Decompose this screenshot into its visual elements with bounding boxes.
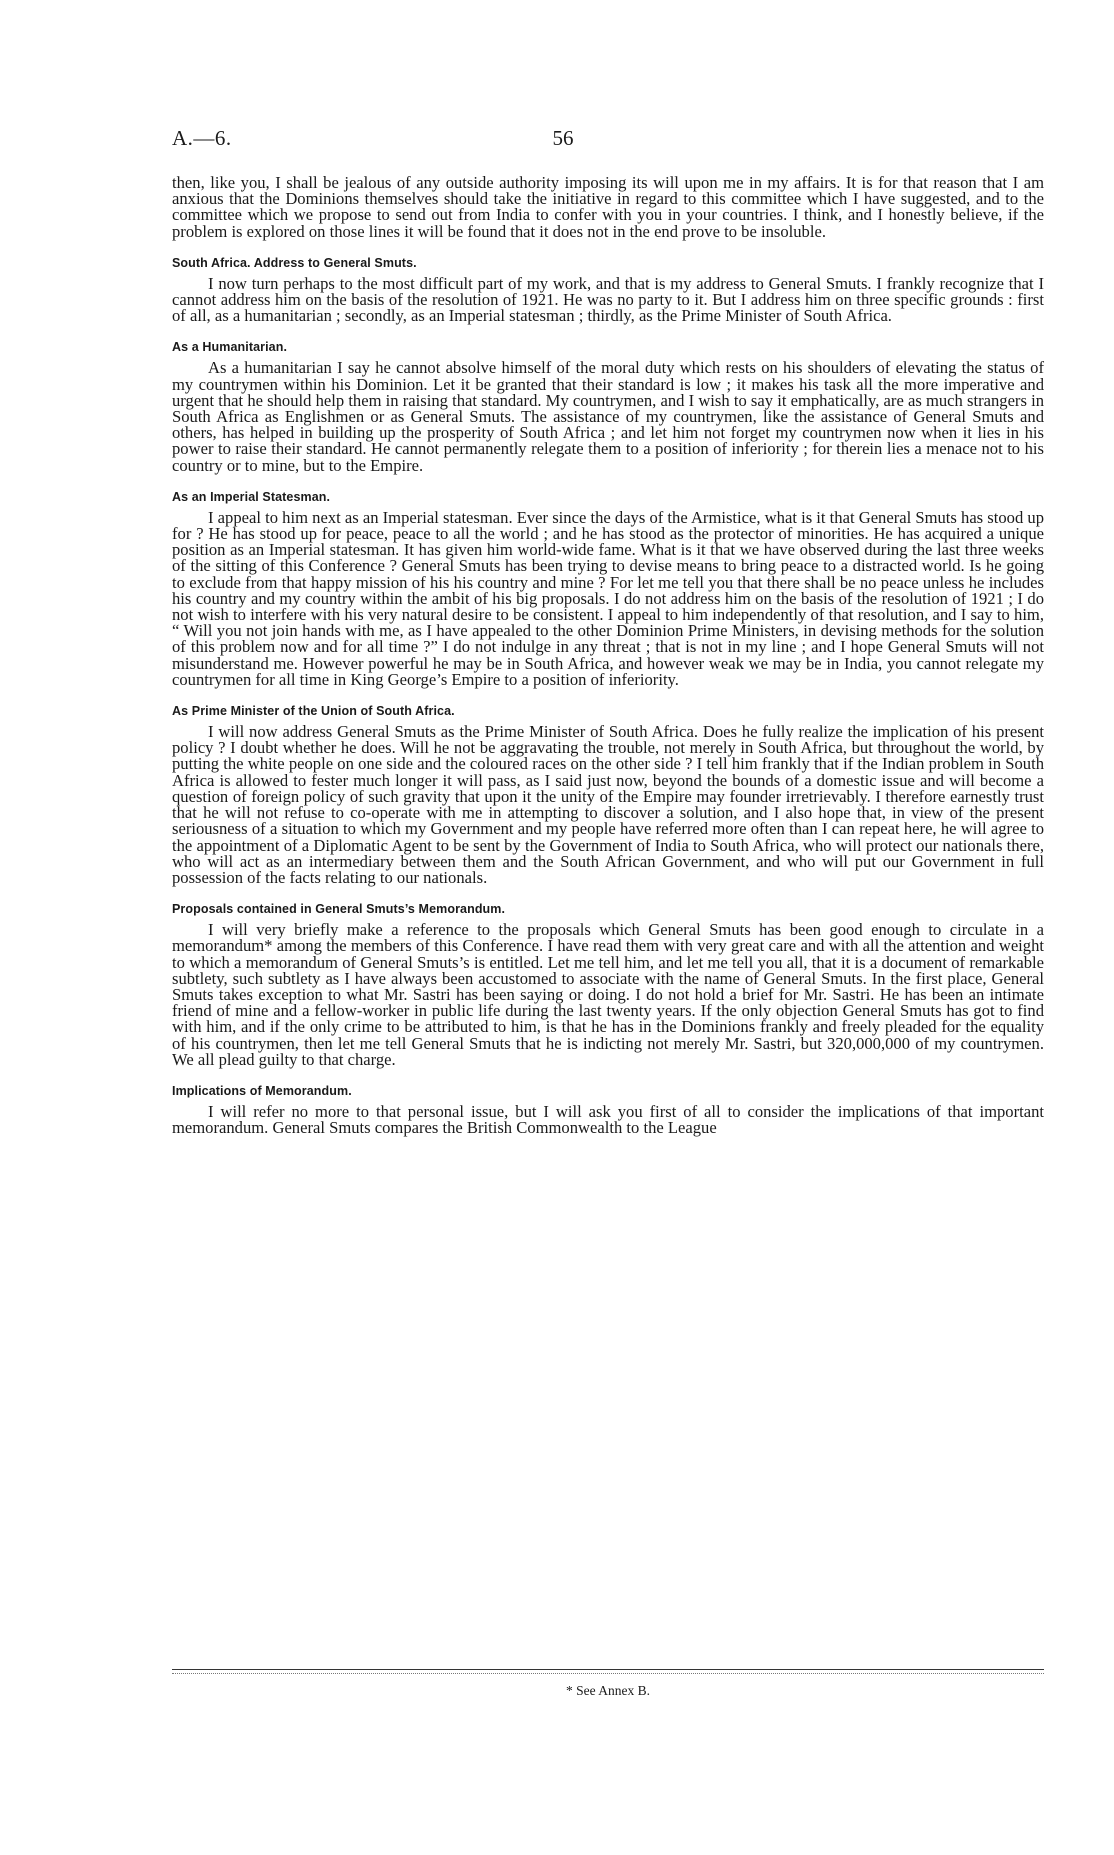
document-reference: A.—6. (172, 126, 232, 150)
footnote: * See Annex B. (566, 1683, 650, 1698)
section-paragraph-prime-minister: I will now address General Smuts as the Prime Minister of South Africa. Does he fully realize the implication of his present policy ? I doubt whether he does. Will he not be aggravating the trouble, not merely in South Africa, but throughout the world, by putting the white people on one side and the coloured races on the other side ? I tell him frankly that if the Indian problem in South Africa is allowed to fester much longer it will pass, as I said just now, beyond the bounds of a domestic issue and will become a question of foreign policy of such gravity that upon it the unity of the Empire may founder irretrievably. I therefore earnestly trust that he will not refuse to co-operate with me in attempting to discover a solution, and I also hope that, in view of the present seriousness of a situation to which my Government and my people have referred more often than I can repeat here, he will agree to the appointment of a Diplomatic Agent to be sent by the Government of India to South Africa, who will protect our nationals there, who will act as an intermediary between them and the South African Government, and who will put our Government in full possession of the facts relating to our nationals. (172, 722, 1044, 887)
section-heading-imperial-statesman: As an Imperial Statesman. (172, 489, 331, 504)
page-header (172, 126, 954, 158)
section-paragraph-proposals: I will very briefly make a reference to the proposals which General Smuts has been good enough to circulate in a memorandum* among the members of this Conference. I have read them with very great care and with all the attention and weight to which a memorandum of General Smuts’s is entitled. Let me tell him, and let me tell you all, that it is a document of remarkable subtlety, such subtlety as I have always been accustomed to associate with the name of General Smuts. In the first place, General Smuts takes exception to what Mr. Sastri has been saying or doing. I do not hold a brief for Mr. Sastri. He has been an intimate friend of mine and a fellow-worker in public life during the last twenty years. If the only objection General Smuts has got to find with him, and if the only crime to be attributed to him, is that he has in the Dominions frankly and freely pleaded for the equality of his countrymen, then let me tell General Smuts that he is indicting not merely Mr. Sastri, but 320,000,000 of my countrymen. We all plead guilty to that charge. (172, 920, 1044, 1069)
section-paragraph-humanitarian: As a humanitarian I say he cannot absolve himself of the moral duty which rests on his shoulders of elevating the status of my countrymen within his Dominion. Let it be granted that their standard is low ; it makes his task all the more imperative and urgent that he should help them in raising that standard. My countrymen, and I wish to say it emphatically, are as much strangers in South Africa as Englishmen or as General Smuts. The assistance of my countrymen, like the assistance of General Smuts and others, has helped in building up the prosperity of South Africa ; and let him not forget my countrymen now when it lies in his power to raise their standard. He cannot permanently relegate them to a position of inferiority ; for therein lies a menace not to his country or to mine, but to the Empire. (172, 358, 1044, 475)
page-number: 56 (552, 126, 574, 150)
section-paragraph-south-africa: I now turn perhaps to the most difficult part of my work, and that is my address to General Smuts. I frankly recognize that I cannot address him on the basis of the resolution of 1921. He was no party to it. But I address him on three specific grounds : first of all, as a humanitarian ; secondly, as an Imperial statesman ; thirdly, as the Prime Minister of South Africa. (172, 273, 1044, 326)
section-heading-prime-minister: As Prime Minister of the Union of South Africa. (172, 704, 455, 719)
section-heading-proposals: Proposals contained in General Smuts’s Memorandum. (172, 902, 506, 917)
section-heading-humanitarian: As a Humanitarian. (172, 340, 288, 355)
section-paragraph-imperial-statesman: I appeal to him next as an Imperial statesman. Ever since the days of the Armistice, what is it that General Smuts has stood up for ? He has stood up for peace, peace to all the world ; and he has stood as the protector of minorities. He has acquired a unique position as an Imperial statesman. It has given him world-wide fame. What is it that we have observed during the last three weeks of the sitting of this Conference ? General Smuts has been trying to devise means to bring peace to a distracted world. Is he going to exclude from that happy mission of his his country and mine ? For let me tell you that there shall be no peace unless he includes his country and my country within the ambit of his big proposals. I do not address him on the basis of the resolution of 1921 ; I do not wish to interfere with his very natural desire to be consistent. I appeal to him independently of that resolution, and I say to him, “ Will you not join hands with me, as I have appealed to the other Dominion Prime Ministers, in devising methods for the solution of this problem now and for all time ?” I do not indulge in any threat ; that is not in my line ; and I hope General Smuts will not misunderstand me. However powerful he may be in South Africa, and however weak we may be in India, you cannot relegate my countrymen for all time in King George’s Empire to a position of inferiority. (172, 507, 1044, 689)
section-heading-south-africa: South Africa. Address to General Smuts. (172, 255, 417, 270)
body-text (172, 175, 1044, 1136)
opening-paragraph: then, like you, I shall be jealous of any outside authority imposing its will upon me in my affairs. It is for that reason that I am anxious that the Dominions themselves should take the initiative in regard to this committee which I have suggested, and to the committee which we propose to send out from India to confer with you in your countries. I think, and I honestly believe, if the problem is explored on those lines it will be found that it does not in the end prove to be insoluble. (172, 173, 1044, 241)
footnote-divider-dotted (172, 1673, 1044, 1674)
footnote-divider (172, 1669, 1044, 1670)
section-heading-implications: Implications of Memorandum. (172, 1083, 352, 1098)
section-paragraph-implications: I will refer no more to that personal issue, but I will ask you first of all to consider the implications of that important memorandum. General Smuts compares the British Commonwealth to the League (172, 1101, 1044, 1138)
